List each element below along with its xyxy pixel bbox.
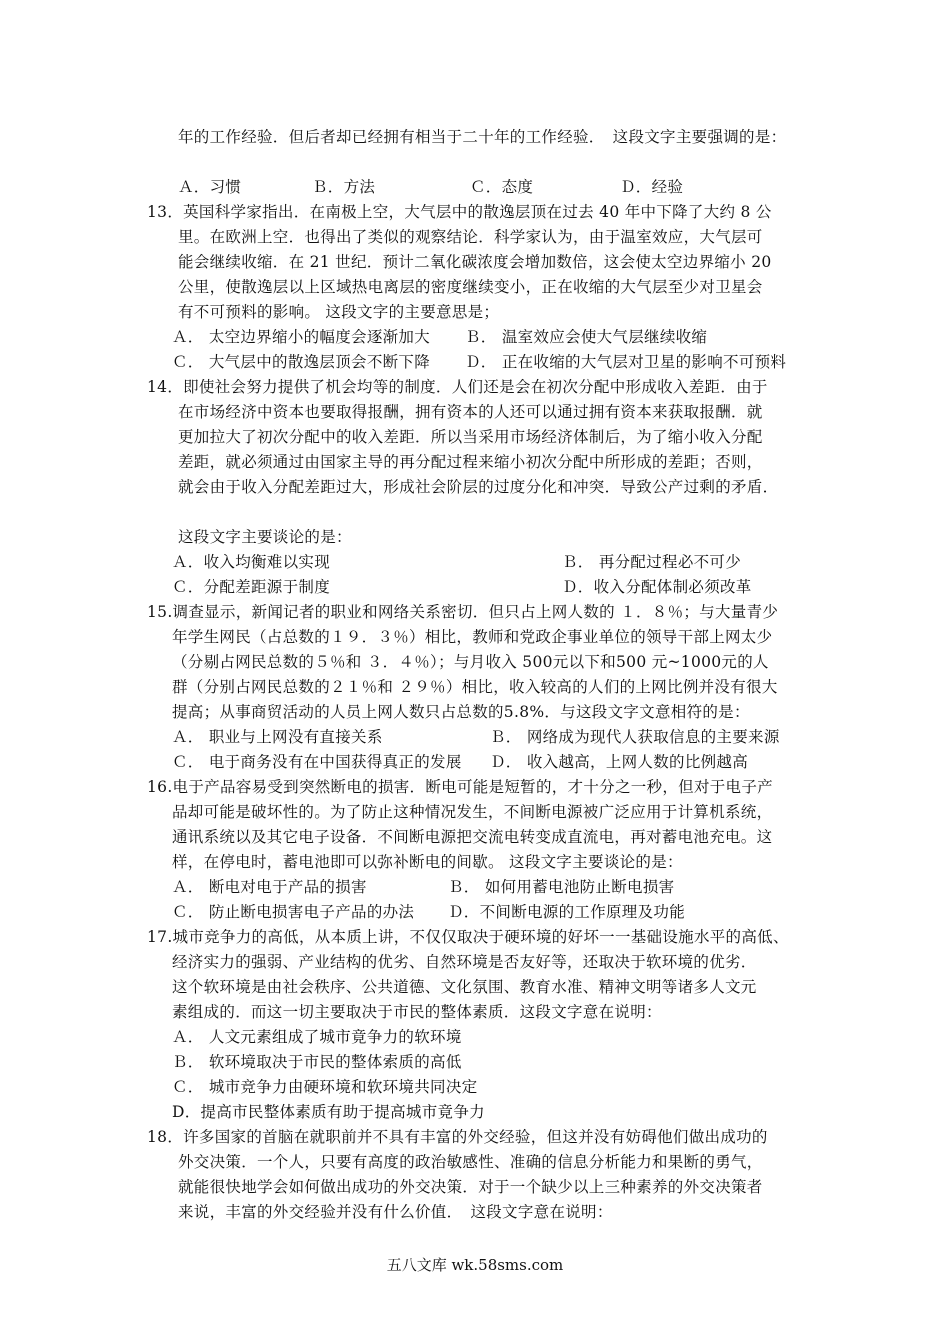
q16-option-d: Ｄ．不间断电源的工作原理及功能	[448, 903, 686, 921]
q18-stem: 18．许多国家的首脑在就职前并不具有丰富的外交经验，但这并没有妨碍他们做出成功的	[147, 1128, 768, 1146]
q14-line: 在市场经济中资本也要取得报酬，拥有资本的人还可以通过拥有资本来获取报酬．就	[178, 403, 763, 421]
q12-option-c: Ｃ．态度	[470, 178, 534, 196]
q16-option-a: Ａ． 断电对电于产品的损害	[172, 878, 367, 896]
q15-line: 提高；从事商贸活动的人员上网人数只占总数的5.8%．与这段文字文意相符的是：	[172, 703, 750, 721]
q16-stem: 16.电于产品容易受到突然断电的损害．断电可能是短暂的，才十分之一秒，但对于电子产	[147, 778, 773, 796]
q17-stem: 17.城市竞争力的高低，从本质上讲，不仅仅取决于硬环境的好坏一一基础设施水平的高低、	[147, 928, 789, 946]
q15-option-c: Ｃ． 电于商务没有在中国获得真正的发展	[172, 753, 462, 771]
q15-line: 年学生网民（占总数的１９．３％）相比，教师和党政企事业单位的领导干部上网太少	[172, 628, 773, 646]
q13-line: 能会继续收缩．在 21 世纪．预计二氧化碳浓度会增加数倍，这会使太空边界缩小 20	[178, 253, 772, 271]
q15-option-a: Ａ． 职业与上网没有直接关系	[172, 728, 383, 746]
q17-line: 素组成的．而这一切主要取决于市民的整体素质．这段文字意在说明：	[172, 1003, 662, 1021]
q17-option-a: Ａ． 人文元素组成了城市竟争力的软环境	[172, 1028, 462, 1046]
q14-line: 这段文字主要谈论的是：	[178, 528, 352, 546]
q17-line: 这个软环境是由社会秩序、公共道德、文化氛围、教育水准、精神文明等诸多人文元	[172, 978, 757, 996]
q16-option-c: Ｃ． 防止断电损害电子产品的办法	[172, 903, 415, 921]
q14-stem: 14．即使社会努力提供了机会均等的制度．人们还是会在初次分配中形成收入差距．由于	[147, 378, 768, 396]
q13-option-a: Ａ． 太空边界缩小的幅度会逐渐加大	[172, 328, 431, 346]
q13-option-d: Ｄ． 正在收缩的大气层对卫星的影响不可预料	[465, 353, 787, 371]
q13-line: 里。在欧洲上空．也得出了类似的观察结论．科学家认为，由于温室效应，大气层可	[178, 228, 763, 246]
q13-option-c: Ｃ． 大气层中的散逸层顶会不断下降	[172, 353, 431, 371]
q16-line: 样，在停电时，蓄电池即可以弥补断电的间歇。 这段文字主要谈论的是：	[172, 853, 683, 871]
q13-line: 公里，使散逸层以上区域热电离层的密度继续变小，正在收缩的大气层至少对卫星会	[178, 278, 763, 296]
q14-option-a: Ａ．收入均衡难以实现	[172, 553, 331, 571]
q14-option-c: Ｃ．分配差距源于制度	[172, 578, 331, 596]
q15-line: 群（分别占网民总数的２１％和 ２９％）相比，收入较高的人们的上网比例并没有很大	[172, 678, 778, 696]
q12-option-b: Ｂ．方法	[312, 178, 376, 196]
q16-line: 通讯系统以及其它电子设备．不间断电源把交流电转变成直流电，再对蓄电池充电。这	[172, 828, 773, 846]
q15-stem: 15.调查显示，新闻记者的职业和网络关系密切．但只占上网人数的 １．８％；与大量青少	[147, 603, 779, 621]
q18-line: 来说，丰富的外交经验并没有什么价值． 这段文字意在说明：	[178, 1203, 613, 1221]
q14-line: 差距，就必须通过由国家主导的再分配过程来缩小初次分配中所形成的差距；否则，	[178, 453, 763, 471]
q12-line: 年的工作经验．但后者却已经拥有相当于二十年的工作经验． 这段文字主要强调的是：	[178, 128, 787, 146]
q17-line: 经济实力的强弱、产业结构的优劣、自然环境是否友好等，还取决于软环境的优劣．	[172, 953, 757, 971]
page-footer: 五八文库 wk.58sms.com	[386, 1256, 564, 1274]
q16-line: 品却可能是破坏性的。为了防止这种情况发生，不间断电源被广泛应用于计算机系统，	[172, 803, 773, 821]
q13-stem: 13．英国科学家指出．在南极上空，大气层中的散逸层顶在过去 40 年中下降了大约 8 公	[147, 203, 772, 221]
q14-option-b: Ｂ． 再分配过程必不可少	[562, 553, 742, 571]
q16-option-b: Ｂ． 如何用蓄电池防止断电损害	[448, 878, 675, 896]
q14-line: 就会由于收入分配差距过大，形成社会阶层的过度分化和冲突．导致公产过剩的矛盾．	[178, 478, 779, 496]
q13-line: 有不可预料的影响。 这段文字的主要意思是；	[178, 303, 500, 321]
q17-option-d: D．提高市民整体素质有助于提高城市竟争力	[172, 1103, 485, 1121]
q18-line: 就能很快地学会如何做出成功的外交决策．对于一个缺少以上三种素养的外交决策者	[178, 1178, 763, 1196]
q12-option-a: Ａ．习惯	[178, 178, 242, 196]
q15-line: （分剔占网民总数的５％和 ３．４％）；与月收入 500元以下和500 元~1000元的人	[172, 653, 769, 671]
q17-option-c: Ｃ． 城市竞争力由硬环境和软环境共同决定	[172, 1078, 478, 1096]
q12-option-d: Ｄ．经验	[620, 178, 684, 196]
q14-option-d: Ｄ．收入分配体制必须改革	[562, 578, 752, 596]
q13-option-b: Ｂ． 温室效应会使大气层继续收缩	[465, 328, 708, 346]
q15-option-b: Ｂ． 网络成为现代人获取信息的主要来源	[490, 728, 780, 746]
q14-line: 更加拉大了初次分配中的收入差距．所以当采用市场经济体制后，为了缩小收入分配	[178, 428, 763, 446]
q18-line: 外交决策．一个人，只要有高度的政治敏感性、准确的信息分析能力和果断的勇气，	[178, 1153, 763, 1171]
q17-option-b: Ｂ． 软环境取决于市民的整体索质的高低	[172, 1053, 462, 1071]
q15-option-d: Ｄ． 收入越高，上网人数的比例越高	[490, 753, 749, 771]
